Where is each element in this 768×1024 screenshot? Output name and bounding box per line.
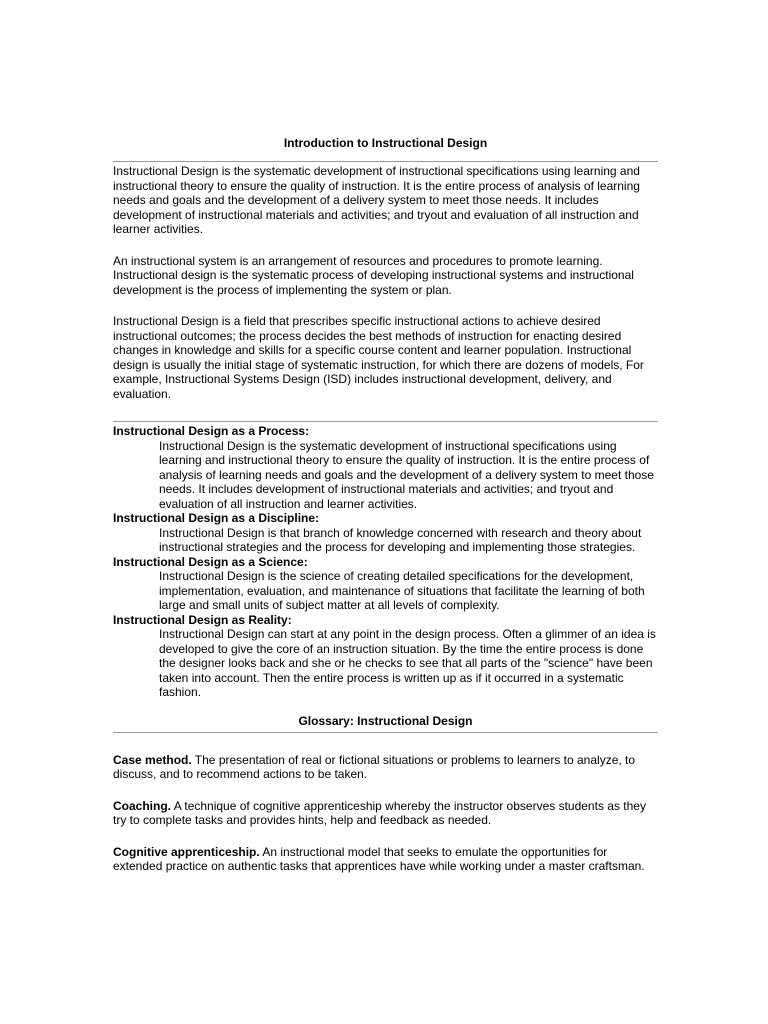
definition-item bbox=[113, 613, 658, 700]
definition-item bbox=[113, 555, 658, 613]
definition-term: Instructional Design as a Discipline: bbox=[113, 511, 320, 525]
divider bbox=[113, 161, 658, 162]
glossary-definition: The presentation of real or fictional situations or problems to learners to analyze, to discuss, and to recommend actions to be taken. bbox=[113, 752, 636, 781]
definition-body: Instructional Design is that branch of knowledge concerned with research and theory about instructional strategies and the process for developing and implementing those strategies. bbox=[159, 525, 642, 554]
glossary-definition: A technique of cognitive apprenticeship whereby the instructor observes students as they try to complete tasks and provides hints, help and feedback as needed. bbox=[113, 798, 646, 827]
glossary-term: Cognitive apprenticeship. bbox=[113, 844, 260, 859]
intro-paragraph: Instructional Design is the systematic development of instructional specifications using learning and instructional theory to ensure the quality of instruction. It is the entire process of analysis of learning needs and goals and the development of a delivery system to meet those needs. It includes development of instructional materials and activities; and tryout and evaluation of all instruction and learner activities. bbox=[113, 164, 640, 236]
definitions-section bbox=[113, 424, 658, 700]
glossary-definition: An instructional model that seeks to emulate the opportunities for extended practice on authentic tasks that apprentices have while working under a master craftsman. bbox=[113, 844, 645, 873]
definition-body: Instructional Design is the science of creating detailed specifications for the development, implementation, evaluation, and maintenance of situations that facilitate the learning of both large and small units of subject matter at all levels of complexity. bbox=[159, 569, 645, 612]
definition-item bbox=[113, 511, 658, 555]
divider bbox=[113, 421, 658, 422]
definition-item bbox=[113, 424, 658, 511]
definition-term: Instructional Design as Reality: bbox=[113, 612, 292, 627]
divider bbox=[113, 732, 658, 733]
glossary-title: Glossary: Instructional Design bbox=[298, 713, 473, 728]
glossary-entry bbox=[113, 799, 658, 828]
definition-body: Instructional Design is the systematic development of instructional specifications using learning and instructional theory to ensure the quality of instruction. It is the entire process of analysis of learning needs and goals and the development of a delivery system to meet those needs. It includes development of instructional materials and activities; and tryout and evaluation of all instruction and learner activities. bbox=[159, 438, 654, 511]
intro-paragraph: An instructional system is an arrangement of resources and procedures to promote learning. Instructional design is the systematic process of developing instructional systems and instructional development is the process of implementing the system or plan. bbox=[113, 253, 634, 297]
document-page bbox=[113, 136, 658, 874]
definition-term: Instructional Design as a Process: bbox=[113, 424, 310, 438]
definition-body: Instructional Design can start at any point in the design process. Often a glimmer of an idea is developed to give the core of an instruction situation. By the time the entire process is done the designer looks back and she or he checks to see that all parts of the "science" have been taken into account. Then the entire process is written up as if it occurred in a systematic fashion. bbox=[159, 627, 656, 699]
glossary-term: Case method. bbox=[113, 752, 192, 767]
intro-paragraph: Instructional Design is a field that prescribes specific instructional actions to achieve desired instructional outcomes; the process decides the best methods of instruction for enacting desired changes in knowledge and skills for a specific course content and learner population. Instructional design is usually the initial stage of systematic instruction, for which there are dozens of models, For example, Instructional Systems Design (ISD) includes instructional development, delivery, and evaluation. bbox=[113, 314, 644, 401]
definition-term: Instructional Design as a Science: bbox=[113, 554, 308, 569]
glossary-entry bbox=[113, 845, 658, 874]
intro-title: Introduction to Instructional Design bbox=[283, 136, 488, 150]
glossary-term: Coaching. bbox=[113, 798, 172, 813]
glossary-entry bbox=[113, 753, 658, 782]
